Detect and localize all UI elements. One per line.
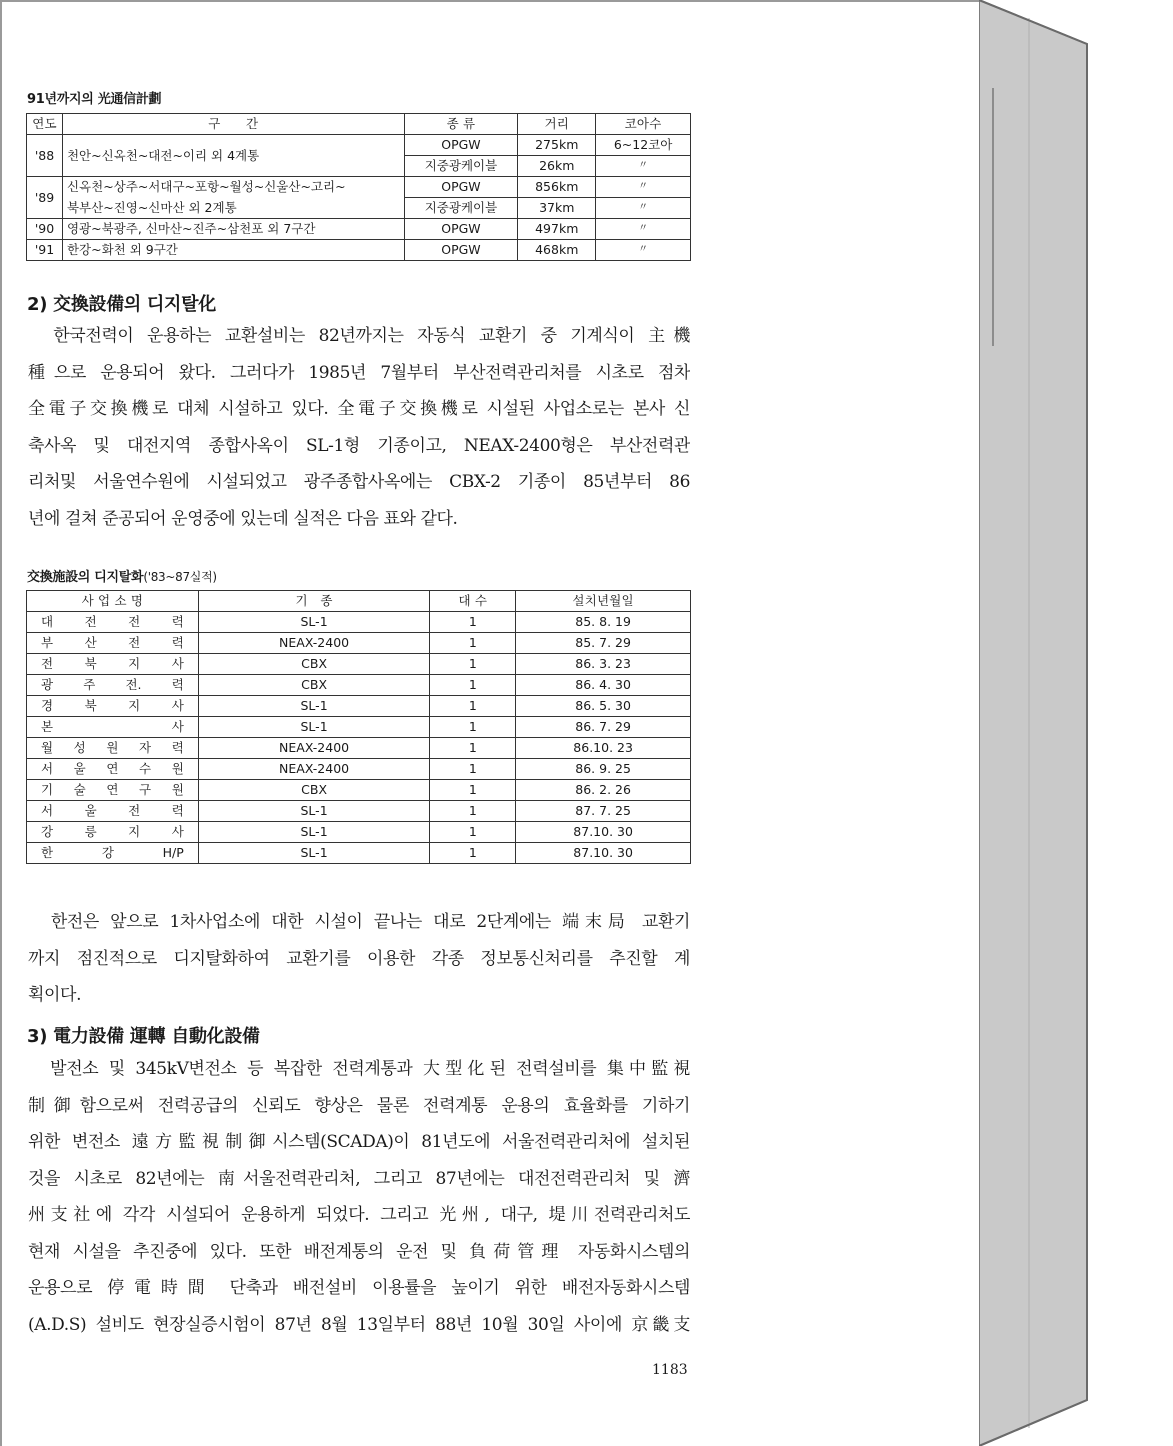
paragraph-line: 위한 변전소 遠方監視制御시스템(SCADA)이 81년도에 서울전력관리처에 설치된 [28,1132,690,1152]
model-cell: CBX [198,780,430,801]
site-name-cell [27,822,199,843]
site-name-char: 부 [41,635,54,650]
site-name-char: 주 [83,677,96,692]
site-name-char: 기 [41,782,54,797]
site-name-char: 사 [171,698,184,713]
cores-cell: 〃 [596,156,691,177]
paragraph-line: 한전은 앞으로 1차사업소에 대한 시설이 끝나는 대로 2단계에는 端末局 교환기 [28,912,690,932]
site-name-char: 원 [171,782,184,797]
install-date-cell: 86. 3. 23 [516,654,691,675]
count-cell: 1 [430,759,516,780]
site-name-char: 북 [84,656,97,671]
section3-heading: 3) 電力設備 運轉 自動化設備 [27,1026,260,1047]
year-cell: '90 [27,219,63,240]
install-date-cell: 85. 7. 29 [516,633,691,654]
distance-cell: 26km [518,156,596,177]
after-table-paragraph [28,904,690,1014]
count-cell: 1 [430,738,516,759]
site-name-char: 강 [101,845,114,860]
site-name-char: 서 [41,803,54,818]
book-page-edge [979,0,1173,1446]
install-date-cell: 87. 7. 25 [516,801,691,822]
model-cell: CBX [198,654,430,675]
site-name-char: 성 [73,740,86,755]
distance-cell: 37km [518,198,596,219]
year-cell: '89 [27,177,63,219]
site-name-char: 전 [84,614,97,629]
count-cell: 1 [430,612,516,633]
install-date-cell: 86. 5. 30 [516,696,691,717]
header-count: 대 수 [430,591,516,612]
header-distance: 거리 [518,114,596,135]
paragraph-line: 운용으로 停電時間 단축과 배전설비 이용률을 높이기 위한 배전자동화시스템 [28,1278,690,1298]
section-cell: 북부산~진영~신마산 외 2계통 [62,198,404,219]
model-cell: SL-1 [198,717,430,738]
site-name-cell [27,633,199,654]
install-date-cell: 87.10. 30 [516,822,691,843]
site-name-char: 수 [139,761,152,776]
site-name-cell [27,801,199,822]
table-row [27,198,691,219]
type-cell: OPGW [404,177,518,198]
optical-plan-caption: 91년까지의 光通信計劃 [27,92,162,107]
type-cell: OPGW [404,219,518,240]
exchange-caption-title: 交換施設의 디지탈화 [27,570,144,585]
table-row [27,219,691,240]
section2-heading: 2) 交換設備의 디지탈化 [27,294,216,315]
cores-cell: 〃 [596,240,691,261]
site-name-char: 사 [171,824,184,839]
site-name-char: 지 [128,656,141,671]
model-cell: SL-1 [198,843,430,864]
type-cell: OPGW [404,135,518,156]
cores-cell: 〃 [596,219,691,240]
install-date-cell: 86. 2. 26 [516,780,691,801]
site-name-char: 경 [41,698,54,713]
year-cell: '88 [27,135,63,177]
site-name-char: 지 [128,824,141,839]
site-name-cell [27,717,199,738]
section2-paragraph [28,318,690,537]
site-name-char: 력 [171,677,184,692]
site-name-char: 사 [171,656,184,671]
site-name [31,675,194,695]
type-cell: 지중광케이블 [404,156,518,177]
page-number: 1183 [652,1362,688,1378]
exchange-table-body [27,612,691,864]
site-name-cell [27,759,199,780]
year-cell: '91 [27,240,63,261]
distance-cell: 275km [518,135,596,156]
site-name-char: 력 [171,635,184,650]
section-cell: 천안~신옥천~대전~이리 외 4계통 [62,135,404,177]
site-name [31,633,194,653]
cores-cell: 〃 [596,198,691,219]
model-cell: SL-1 [198,822,430,843]
header-year: 연도 [27,114,63,135]
site-name [31,717,194,737]
site-name-char: 한 [41,845,54,860]
site-name-cell [27,738,199,759]
table-row [27,654,691,675]
site-name-cell [27,843,199,864]
site-name-char: 구 [139,782,152,797]
table-row [27,633,691,654]
header-cores: 코아수 [596,114,691,135]
paragraph-line: (A.D.S) 설비도 현장실증시험이 87년 8월 13일부터 88년 10월 30일 사이에 京畿支 [28,1314,690,1335]
site-name-cell [27,612,199,633]
paragraph-line: 리처및 서울연수원에 시설되었고 광주종합사옥에는 CBX-2 기종이 85년부터 86 [28,472,690,492]
paragraph-line: 획이다. [28,985,82,1005]
site-name-char: 본 [41,719,54,734]
header-site-name: 사 업 소 명 [27,591,199,612]
cores-cell: 6~12코아 [596,135,691,156]
site-name-char: 전 [128,614,141,629]
table-header-row [27,114,691,135]
table-row [27,780,691,801]
header-model: 기 종 [198,591,430,612]
cores-cell: 〃 [596,177,691,198]
paragraph-line: 축사옥 및 대전지역 종합사옥이 SL-1형 기종이고, NEAX-2400형은 부산전력관 [28,435,690,456]
table-row [27,822,691,843]
table-row [27,675,691,696]
install-date-cell: 86. 7. 29 [516,717,691,738]
table-row [27,612,691,633]
site-name-char: 월 [41,740,54,755]
type-cell: 지중광케이블 [404,198,518,219]
site-name-char: 산 [84,635,97,650]
site-name [31,696,194,716]
table-row [27,717,691,738]
site-name-char: 북 [84,698,97,713]
paragraph-line: 한국전력이 운용하는 교환설비는 82년까지는 자동식 교환기 중 기계식이 主機 [28,326,690,346]
site-name-cell [27,654,199,675]
section-cell: 영광~북광주, 신마산~진주~삼천포 외 7구간 [62,219,404,240]
site-name-char: 원 [106,740,119,755]
table-row [27,240,691,261]
site-name [31,654,194,674]
install-date-cell: 87.10. 30 [516,843,691,864]
exchange-table-caption [27,566,217,585]
paragraph-line: 까지 점진적으로 디지탈화하여 교환기를 이용한 각종 정보통신처리를 추진할 계 [28,948,690,969]
site-name-char: 지 [128,698,141,713]
site-name-char: 자 [139,740,152,755]
count-cell: 1 [430,633,516,654]
site-name [31,780,194,800]
site-name [31,801,194,821]
table-row [27,696,691,717]
section-cell: 한강~화천 외 9구간 [62,240,404,261]
table-row [27,135,691,156]
paragraph-line: 全電子交換機로 대체 시설하고 있다. 全電子交換機로 시설된 사업소로는 본사 신 [28,399,690,419]
model-cell: SL-1 [198,801,430,822]
distance-cell: 497km [518,219,596,240]
count-cell: 1 [430,696,516,717]
site-name-char: 연 [106,761,119,776]
paragraph-line: 현재 시설을 추진중에 있다. 또한 배전계통의 운전 및 負荷管理 자동화시스템의 [28,1241,690,1262]
optical-plan-table [26,113,691,261]
table-row [27,801,691,822]
site-name-char: 사 [171,719,184,734]
paragraph-line: 種으로 운용되어 왔다. 그러다가 1985년 7월부터 부산전력관리처를 시초로 점차 [28,362,690,383]
site-name-char: 력 [171,740,184,755]
paragraph-line: 것을 시초로 82년에는 南서울전력관리처, 그리고 87년에는 대전전력관리처 및 濟 [28,1168,690,1189]
count-cell: 1 [430,843,516,864]
site-name-char: 전 [41,656,54,671]
table-row [27,177,691,198]
count-cell: 1 [430,717,516,738]
site-name-char: 력 [171,803,184,818]
table-row [27,759,691,780]
count-cell: 1 [430,675,516,696]
site-name-char: 력 [171,614,184,629]
model-cell: CBX [198,675,430,696]
header-type: 종 류 [404,114,518,135]
paragraph-line: 制御함으로써 전력공급의 신뢰도 향상은 물론 전력계통 운용의 효율화를 기하기 [28,1095,690,1116]
site-name-char: 원 [171,761,184,776]
site-name-cell [27,696,199,717]
install-date-cell: 86.10. 23 [516,738,691,759]
paragraph-line: 년에 걸쳐 준공되어 운영중에 있는데 실적은 다음 표와 같다. [28,508,458,529]
site-name-char: 대 [41,614,54,629]
header-install-date: 설치년월일 [516,591,691,612]
site-name-char: 전 [128,803,141,818]
site-name [31,738,194,758]
site-name-char: 연 [106,782,119,797]
count-cell: 1 [430,822,516,843]
site-name-char: 울 [84,803,97,818]
table-row [27,738,691,759]
site-name-char: 전 [128,635,141,650]
paragraph-line: 州支社에 각각 시설되어 운용하게 되었다. 그리고 光州, 대구, 堤川전력관리처도 [28,1205,690,1225]
count-cell: 1 [430,801,516,822]
table-header-row [27,591,691,612]
exchange-caption-note: ('83~87실적) [143,570,217,584]
site-name-cell [27,780,199,801]
paragraph-line: 발전소 및 345kV변전소 등 복잡한 전력계통과 大型化된 전력설비를 集中監視 [28,1059,690,1079]
section-cell: 신옥천~상주~서대구~포항~월성~신울산~고리~ [62,177,404,198]
site-name-char: 릉 [84,824,97,839]
site-name-cell [27,675,199,696]
type-cell: OPGW [404,240,518,261]
install-date-cell: 85. 8. 19 [516,612,691,633]
site-name-char: 광 [41,677,54,692]
install-date-cell: 86. 4. 30 [516,675,691,696]
site-name-char: 술 [73,782,86,797]
install-date-cell: 86. 9. 25 [516,759,691,780]
exchange-table [26,590,691,864]
distance-cell: 856km [518,177,596,198]
site-name [31,843,194,863]
site-name [31,759,194,779]
site-name [31,612,194,632]
table-row [27,843,691,864]
section3-paragraph [28,1051,690,1343]
site-name-char: 울 [73,761,86,776]
model-cell: NEAX-2400 [198,633,430,654]
count-cell: 1 [430,654,516,675]
header-section: 구 간 [62,114,404,135]
distance-cell: 468km [518,240,596,261]
site-name-char: H/P [162,845,184,860]
site-name [31,822,194,842]
model-cell: NEAX-2400 [198,738,430,759]
model-cell: NEAX-2400 [198,759,430,780]
site-name-char: 강 [41,824,54,839]
model-cell: SL-1 [198,696,430,717]
site-name-char: 전. [125,677,142,692]
site-name-char: 서 [41,761,54,776]
model-cell: SL-1 [198,612,430,633]
count-cell: 1 [430,780,516,801]
